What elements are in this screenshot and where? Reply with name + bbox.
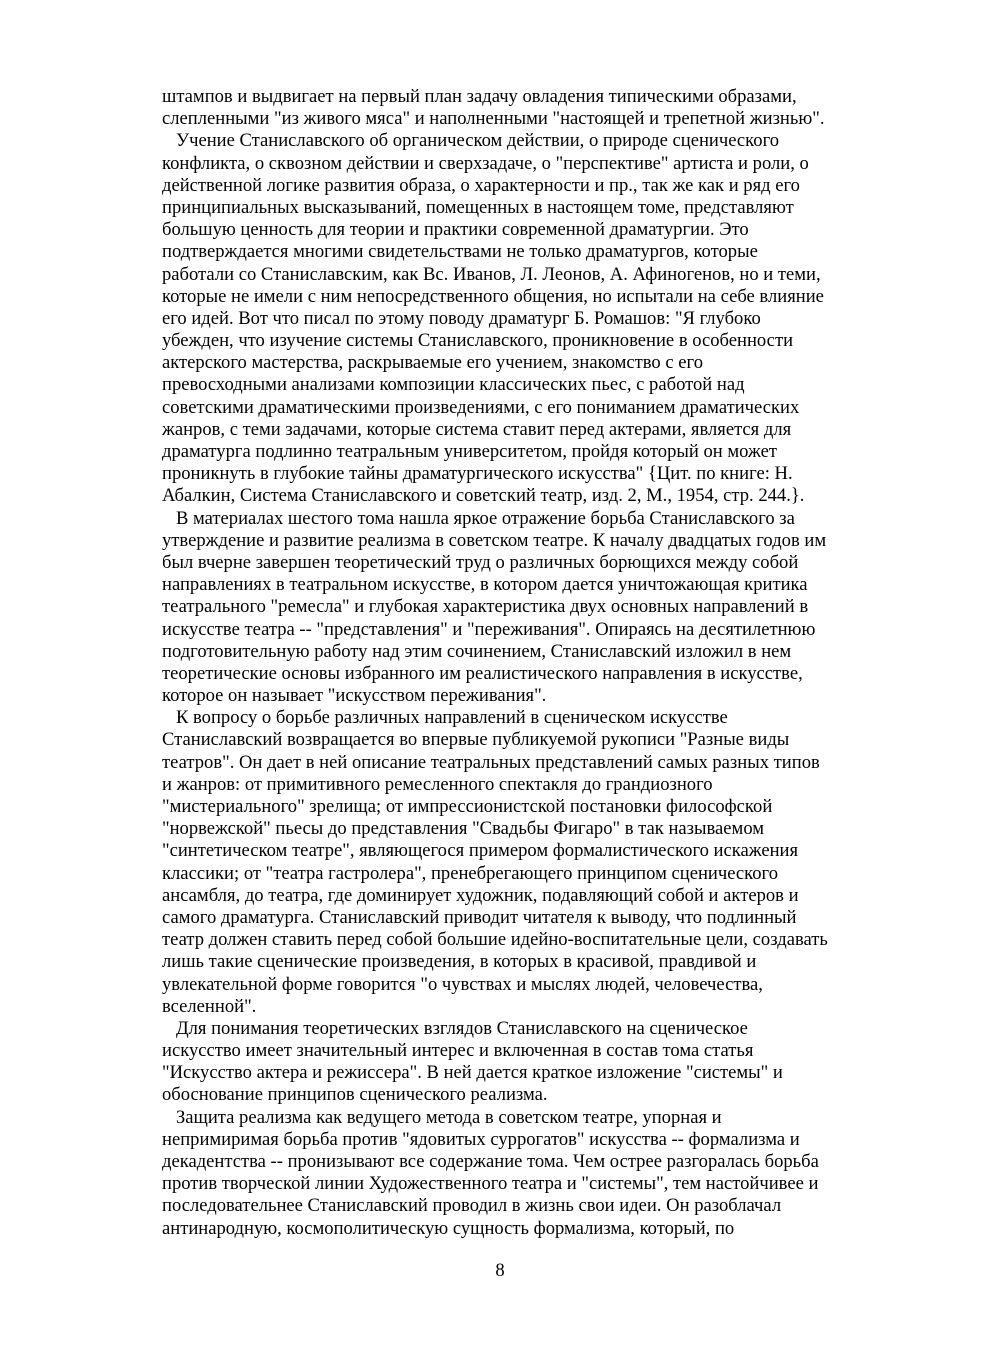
text-line: утверждение и развитие реализма в советском театре. К началу двадцатых годов им xyxy=(162,529,827,551)
text-line: был вчерне завершен теоретический труд о различных борющихся между собой xyxy=(162,551,799,573)
text-line: антинародную, космополитическую сущность формализма, который, по xyxy=(162,1217,735,1239)
text-line: которые не имели с ним непосредственного общения, но испытали на себе влияние xyxy=(162,285,824,307)
body-text xyxy=(162,86,882,1240)
text-line: проникнуть в глубокие тайны драматургического искусства" {Цит. по книге: Н. xyxy=(162,463,793,485)
text-line: конфликта, о сквозном действии и сверхзадаче, о "перспективе" артиста и роли, о xyxy=(162,152,809,174)
text-line: "Искусство актера и режиссера". В ней дается краткое изложение "системы" и xyxy=(162,1062,783,1084)
text-line: непримиримая борьба против "ядовитых суррогатов" искусства -- формализма и xyxy=(162,1128,800,1150)
text-line: самого драматурга. Станиславский приводит читателя к выводу, что подлинный xyxy=(162,906,797,928)
text-line: обоснование принципов сценического реализма. xyxy=(162,1084,548,1106)
text-line: советскими драматическими произведениями, с его пониманием драматических xyxy=(162,396,800,418)
text-line: К вопросу о борьбе различных направлений в сценическом искусстве xyxy=(162,707,728,729)
text-line: театрального "ремесла" и глубокая характеристика двух основных направлений в xyxy=(162,596,809,618)
text-line: и жанров: от примитивного ремесленного спектакля до грандиозного xyxy=(162,773,713,795)
text-line: работали со Станиславским, как Вс. Иванов, Л. Леонов, А. Афиногенов, но и теми, xyxy=(162,263,821,285)
text-line: искусстве театра -- "представления" и "переживания". Опираясь на десятилетнюю xyxy=(162,618,816,640)
text-line: теоретические основы избранного им реалистического направления в искусстве, xyxy=(162,662,803,684)
text-line: актерского мастерства, раскрываемые его учением, знакомство с его xyxy=(162,352,703,374)
text-line: последовательнее Станиславский проводил в жизнь свои идеи. Он разоблачал xyxy=(162,1195,782,1217)
text-line: против творческой линии Художественного театра и "системы", тем настойчивее и xyxy=(162,1173,819,1195)
text-line: его идей. Вот что писал по этому поводу драматург Б. Ромашов: "Я глубоко xyxy=(162,307,761,329)
text-line: "мистериального" зрелища; от импрессионистской постановки философской xyxy=(162,796,773,817)
text-line: вселенной". xyxy=(162,995,257,1017)
text-line: искусство имеет значительный интерес и включенная в состав тома статья xyxy=(162,1040,754,1062)
text-line: театров". Он дает в ней описание театральных представлений самых разных типов xyxy=(162,751,820,773)
text-line: драматурга подлинно театральным университетом, пройдя который он может xyxy=(162,441,777,462)
text-line: принципиальных высказываний, помещенных в настоящем томе, представляют xyxy=(162,196,794,218)
text-line: большую ценность для теории и практики современной драматургии. Это xyxy=(162,219,749,241)
text-line: Защита реализма как ведущего метода в советском театре, упорная и xyxy=(162,1106,722,1128)
text-line: лишь такие сценические произведения, в которых в красивой, правдивой и xyxy=(162,951,757,973)
text-line: превосходными анализами композиции классических пьес, с работой над xyxy=(162,374,745,396)
text-line: направлениях в театральном искусстве, в котором дается уничтожающая критика xyxy=(162,574,808,596)
text-line: штампов и выдвигает на первый план задачу овладения типическими образами, xyxy=(162,86,797,107)
text-line: жанров, с теми задачами, которые система ставит перед актерами, является для xyxy=(162,418,792,440)
text-line: В материалах шестого тома нашла яркое отражение борьба Станиславского за xyxy=(162,507,795,529)
text-line: ансамбля, до театра, где доминирует художник, подавляющий собой и актеров и xyxy=(162,884,799,906)
text-line: театр должен ставить перед собой большие идейно-воспитательные цели, создавать xyxy=(162,929,828,951)
text-line: которое он называет "искусством переживания". xyxy=(162,685,547,707)
text-line: подтверждается многими свидетельствами не только драматургов, которые xyxy=(162,241,758,263)
text-line: увлекательной форме говорится "о чувствах и мыслях людей, человечества, xyxy=(162,973,763,995)
text-line: подготовительную работу над этим сочинением, Станиславский изложил в нем xyxy=(162,640,792,662)
text-line: "синтетическом театре", являющегося примером формалистического искажения xyxy=(162,840,799,862)
text-line: Учение Станиславского об органическом действии, о природе сценического xyxy=(162,130,780,152)
text-line: классики; от "театра гастролера", пренебрегающего принципом сценического xyxy=(162,862,779,884)
text-line: "норвежской" пьесы до представления "Свадьбы Фигаро" в так называемом xyxy=(162,818,765,840)
text-line: Для понимания теоретических взглядов Станиславского на сценическое xyxy=(162,1017,748,1039)
text-line: декадентства -- пронизывают все содержание тома. Чем острее разгоралась борьба xyxy=(162,1151,819,1172)
text-line: действенной логике развития образа, о характерности и пр., так же как и ряд его xyxy=(162,174,800,196)
text-line: слепленными "из живого мяса" и наполненными "настоящей и трепетной жизнью". xyxy=(162,108,825,130)
page-number: 8 xyxy=(495,1260,505,1281)
text-line: Абалкин, Система Станиславского и советский театр, изд. 2, М., 1954, стр. 244.}. xyxy=(162,485,805,507)
text-line: убежден, что изучение системы Станиславского, проникновение в особенности xyxy=(162,330,794,352)
text-line: Станиславский возвращается во впервые публикуемой рукописи "Разные виды xyxy=(162,729,790,751)
